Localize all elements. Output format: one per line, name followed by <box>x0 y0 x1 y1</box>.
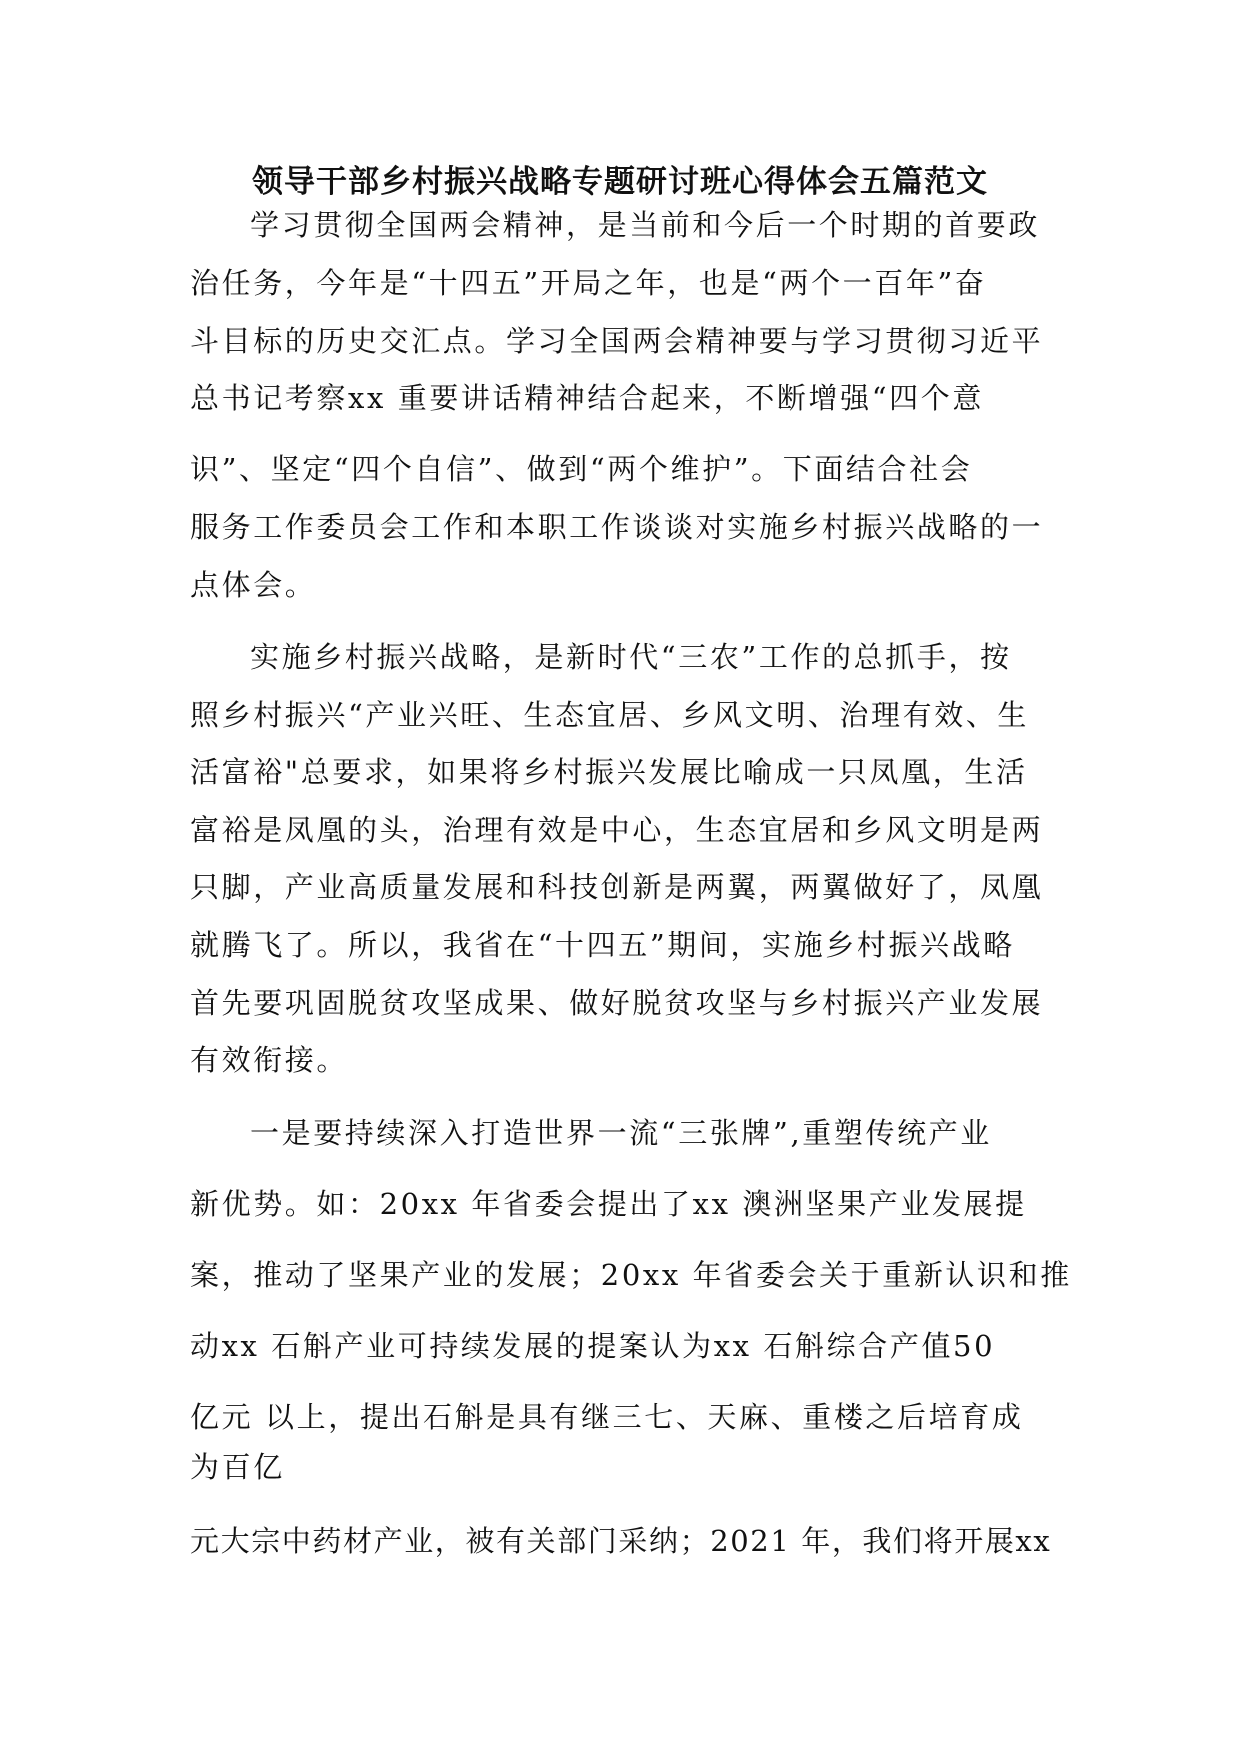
paragraph-2-line-8: 有效衔接。 <box>190 1043 349 1077</box>
paragraph-1-line-4: 总书记考察xx 重要讲话精神结合起来，不断增强“四个意 <box>190 381 984 415</box>
paragraph-2-line-2: 照乡村振兴“产业兴旺、生态宜居、乡风文明、治理有效、生 <box>190 698 1030 732</box>
paragraph-2-line-7: 首先要巩固脱贫攻坚成果、做好脱贫攻坚与乡村振兴产业发展 <box>190 986 1044 1020</box>
paragraph-2-line-6: 就腾飞了。所以，我省在“十四五”期间，实施乡村振兴战略 <box>190 928 1015 962</box>
paragraph-1-line-7: 点体会。 <box>190 568 317 602</box>
paragraph-1-line-5: 识”、坚定“四个自信”、做到“两个维护”。下面结合社会 <box>190 452 973 486</box>
paragraph-2-line-4: 富裕是凤凰的头，治理有效是中心，生态宜居和乡风文明是两 <box>190 813 1044 847</box>
paragraph-3-line-2: 新优势。如：20xx 年省委会提出了xx 澳洲坚果产业发展提 <box>190 1187 1027 1221</box>
paragraph-3-line-7: 元大宗中药材产业，被有关部门采纳；2021 年，我们将开展xx <box>190 1524 1052 1558</box>
paragraph-1-line-6: 服务工作委员会工作和本职工作谈谈对实施乡村振兴战略的一 <box>190 510 1044 544</box>
paragraph-2-line-5: 只脚，产业高质量发展和科技创新是两翼，两翼做好了，凤凰 <box>190 870 1044 904</box>
paragraph-3-line-5: 亿元 以上，提出石斛是具有继三七、天麻、重楼之后培育成 <box>190 1400 1024 1434</box>
paragraph-3-line-6: 为百亿 <box>190 1450 285 1484</box>
paragraph-2-line-3: 活富裕"总要求，如果将乡村振兴发展比喻成一只凤凰，生活 <box>190 755 1028 789</box>
paragraph-1-line-1: 学习贯彻全国两会精神，是当前和今后一个时期的首要政 <box>250 208 1041 242</box>
paragraph-1-line-3: 斗目标的历史交汇点。学习全国两会精神要与学习贯彻习近平 <box>190 324 1044 358</box>
paragraph-1-line-2: 治任务，今年是“十四五”开局之年，也是“两个一百年”奋 <box>190 266 987 300</box>
paragraph-2-line-1: 实施乡村振兴战略，是新时代“三农”工作的总抓手，按 <box>250 640 1012 674</box>
paragraph-3-line-1: 一是要持续深入打造世界一流“三张牌”,重塑传统产业 <box>250 1116 992 1150</box>
paragraph-3-line-3: 案，推动了坚果产业的发展；20xx 年省委会关于重新认识和推 <box>190 1258 1072 1292</box>
document-title: 领导干部乡村振兴战略专题研讨班心得体会五篇范文 <box>252 164 988 200</box>
paragraph-3-line-4: 动xx 石斛产业可持续发展的提案认为xx 石斛综合产值50 <box>190 1329 996 1363</box>
